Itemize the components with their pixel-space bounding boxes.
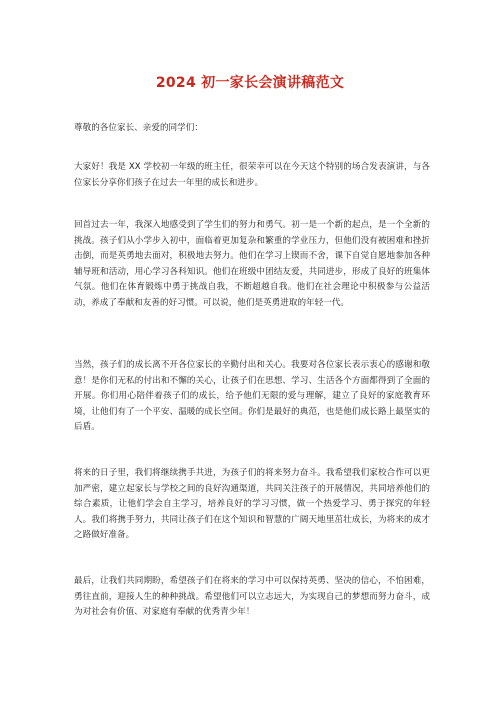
paragraph-greeting: 大家好！我是 XX 学校初一年级的班主任，很荣幸可以在今天这个特别的场合发表演讲，与各位家长分享你们孩子在过去一年里的成长和进步。 <box>74 162 430 188</box>
salutation: 尊敬的各位家长、亲爱的同学们： <box>74 123 203 133</box>
paragraph-thanks-parents: 当然，孩子们的成长离不开各位家长的辛勤付出和关心。我要对各位家长表示衷心的感谢和敬意！是你们无私的付出和不懈的关心，让孩子们在思想、学习、生活各个方面都得到了全面的开展。你们用心陪伴着孩子们的成长，给予他们无限的爱与理解，建立了良好的家庭教育环境，让他们有了一个平安、温暖的成长空间。你们是最好的典范，也是他们成长路上最坚实的后盾。 <box>74 360 430 433</box>
paragraph-closing: 最后，让我们共同期盼，希望孩子们在将来的学习中可以保持英勇、坚决的信心，不怕困难，勇往直前，迎接人生的种种挑战。希望他们可以立志远大，为实现自己的梦想而努力奋斗，成为对社会有价值、对家庭有奉献的优秀青少年！ <box>74 576 430 618</box>
paragraph-review: 回首过去一年，我深入地感受到了学生们的努力和勇气。初一是一个新的起点，是一个全新的挑战。孩子们从小学步入初中，面临着更加复杂和繁重的学业压力，但他们没有被困难和挫折击倒，而是英勇地去面对，积极地去努力。他们在学习上锲而不舍，课下自觉自愿地参加各种辅导班和活动，用心学习各科知识。他们在班级中团结友爱，共同进步，形成了良好的班集体气氛。他们在体育锻炼中勇于挑战自我，不断超越自我。他们在社会理论中积极参与公益活动，养成了奉献和友善的好习惯。可以说，他们是英勇进取的年轻一代。 <box>74 220 430 308</box>
document-title: 2024 初一家长会演讲稿范文 <box>155 75 345 91</box>
paragraph-future: 将来的日子里，我们将继续携手共进，为孩子们的将来努力奋斗。我希望我们家校合作可以更加严密，建立起家长与学校之间的良好沟通渠道，共同关注孩子的开展情况，共同培养他们的综合素质，让他们学会自主学习，培养良好的学习习惯，做一个热爱学习、勇于探究的年轻人。我们将携手努力，共同让孩子们在这个知识和智慧的广阔天地里茁壮成长，为将来的成才之路做好准备。 <box>74 468 430 541</box>
